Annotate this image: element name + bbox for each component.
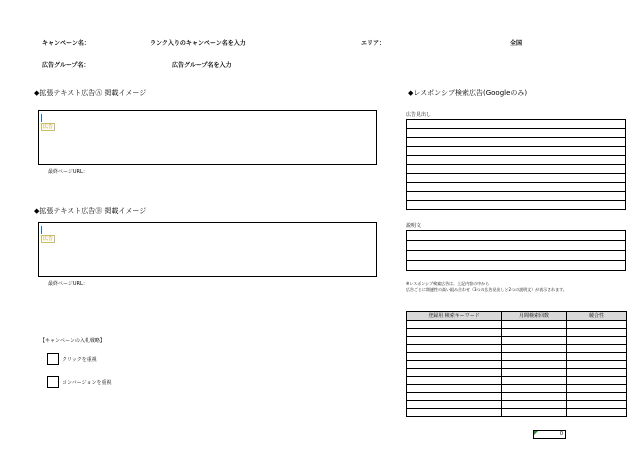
keyword-row: [407, 321, 627, 329]
headline-row: [407, 192, 626, 201]
bidding-strategy-title: 【キャンペーンの入札戦略】: [40, 338, 105, 344]
campaign-name-label: キャンペーン名：: [42, 40, 90, 47]
keyword-row: [407, 385, 627, 393]
keyword-row: [407, 345, 627, 353]
keyword-cell[interactable]: [407, 345, 502, 353]
cell-comment-marker: [534, 431, 538, 435]
keyword-cell[interactable]: [502, 393, 567, 401]
keyword-cell[interactable]: [567, 361, 627, 369]
conversion-priority-label: コンバージョンを重視: [62, 380, 112, 386]
keyword-cell[interactable]: [407, 377, 502, 385]
keyword-row: [407, 353, 627, 361]
text-cursor: [41, 226, 42, 234]
headline-cell[interactable]: [407, 129, 626, 138]
keyword-cell[interactable]: [567, 329, 627, 337]
area-label: エリア：: [361, 40, 386, 47]
text-cursor: [41, 114, 42, 122]
keyword-row: [407, 393, 627, 401]
area-value: 全国: [510, 40, 523, 47]
keyword-cell[interactable]: [407, 385, 502, 393]
text-ad-a-final-url-label: 最終ページURL：: [48, 169, 88, 175]
keyword-cell[interactable]: [407, 369, 502, 377]
keyword-cell[interactable]: [502, 345, 567, 353]
description-cell[interactable]: [407, 231, 626, 241]
headline-row: [407, 165, 626, 174]
keyword-cell[interactable]: [567, 369, 627, 377]
headline-row: [407, 156, 626, 165]
keyword-cell[interactable]: [567, 401, 627, 409]
keyword-cell[interactable]: [502, 369, 567, 377]
description-row: [407, 251, 626, 261]
headline-row: [407, 183, 626, 192]
keyword-row: [407, 401, 627, 409]
keyword-cell[interactable]: [567, 377, 627, 385]
keyword-cell[interactable]: [407, 321, 502, 329]
headline-row: [407, 129, 626, 138]
keyword-cell[interactable]: [407, 401, 502, 409]
keyword-cell[interactable]: [407, 393, 502, 401]
headline-cell[interactable]: [407, 120, 626, 129]
responsive-ad-title: ◆レスポンシブ検索広告(Googleのみ): [408, 89, 528, 97]
description-cell[interactable]: [407, 261, 626, 271]
text-ad-a-preview-box[interactable]: [38, 110, 377, 165]
headline-cell[interactable]: [407, 183, 626, 192]
headlines-label: 広告見出し: [406, 112, 432, 118]
keyword-cell[interactable]: [502, 329, 567, 337]
keyword-table: [406, 311, 627, 417]
keyword-cell[interactable]: [567, 337, 627, 345]
keyword-cell[interactable]: [502, 361, 567, 369]
headline-cell[interactable]: [407, 147, 626, 156]
keyword-row: [407, 377, 627, 385]
click-priority-label: クリックを重視: [62, 357, 97, 363]
keyword-cell[interactable]: [502, 321, 567, 329]
description-row: [407, 241, 626, 251]
keyword-row: [407, 329, 627, 337]
keyword-cell[interactable]: [502, 401, 567, 409]
monthly-searches-total: 0: [533, 430, 566, 439]
keyword-cell[interactable]: [407, 337, 502, 345]
headline-row: [407, 120, 626, 129]
keyword-cell[interactable]: [567, 385, 627, 393]
headline-cell[interactable]: [407, 192, 626, 201]
description-row: [407, 231, 626, 241]
keyword-cell[interactable]: [567, 321, 627, 329]
ad-badge: 広告: [43, 236, 54, 242]
click-priority-checkbox[interactable]: [47, 353, 59, 365]
keyword-cell[interactable]: [567, 409, 627, 417]
headline-cell[interactable]: [407, 201, 626, 210]
keyword-row: [407, 361, 627, 369]
keyword-cell[interactable]: [502, 377, 567, 385]
headline-row: [407, 201, 626, 210]
competition-column-header: 競合性: [567, 312, 627, 321]
keyword-cell[interactable]: [567, 345, 627, 353]
adgroup-name-value: 広告グループ名を入力: [172, 62, 232, 69]
keyword-cell[interactable]: [407, 361, 502, 369]
headline-cell[interactable]: [407, 174, 626, 183]
keyword-row: [407, 409, 627, 417]
text-ad-a-title: ◆拡張テキスト広告Ⓐ 掲載イメージ: [34, 89, 147, 97]
headline-row: [407, 174, 626, 183]
keyword-cell[interactable]: [407, 353, 502, 361]
description-cell[interactable]: [407, 251, 626, 261]
keyword-cell[interactable]: [567, 393, 627, 401]
text-ad-b-title: ◆拡張テキスト広告Ⓑ 掲載イメージ: [34, 207, 147, 215]
descriptions-label: 説明文: [406, 223, 422, 229]
keyword-cell[interactable]: [502, 337, 567, 345]
headline-row: [407, 138, 626, 147]
keyword-cell[interactable]: [407, 409, 502, 417]
headlines-table: [406, 119, 626, 210]
campaign-name-value: ランク入りのキャンペーン名を入力: [150, 40, 246, 47]
headline-cell[interactable]: [407, 156, 626, 165]
headline-cell[interactable]: [407, 138, 626, 147]
keyword-cell[interactable]: [502, 385, 567, 393]
keyword-column-header: 登録用 検索キーワード: [407, 312, 502, 321]
responsive-note-line1: ※レスポンシブ検索広告は、上記内容の中から: [406, 281, 490, 286]
description-row: [407, 261, 626, 271]
description-cell[interactable]: [407, 241, 626, 251]
adgroup-name-label: 広告グループ名：: [42, 62, 90, 69]
responsive-note-line2: 広告ごとに関連性の高い組み合わせ（3つの広告見出しと2つの説明文）が表示されます。: [406, 287, 567, 292]
keyword-row: [407, 337, 627, 345]
keyword-cell[interactable]: [502, 353, 567, 361]
keyword-cell[interactable]: [567, 353, 627, 361]
ad-badge: 広告: [43, 124, 54, 130]
text-ad-b-preview-box[interactable]: [38, 222, 377, 277]
keyword-cell[interactable]: [502, 409, 567, 417]
headline-row: [407, 147, 626, 156]
keyword-cell[interactable]: [407, 329, 502, 337]
headline-cell[interactable]: [407, 165, 626, 174]
descriptions-table: [406, 230, 626, 271]
monthly-searches-column-header: 月間検索回数: [502, 312, 567, 321]
text-ad-b-final-url-label: 最終ページURL：: [48, 281, 88, 287]
keyword-row: [407, 369, 627, 377]
conversion-priority-checkbox[interactable]: [47, 376, 59, 388]
